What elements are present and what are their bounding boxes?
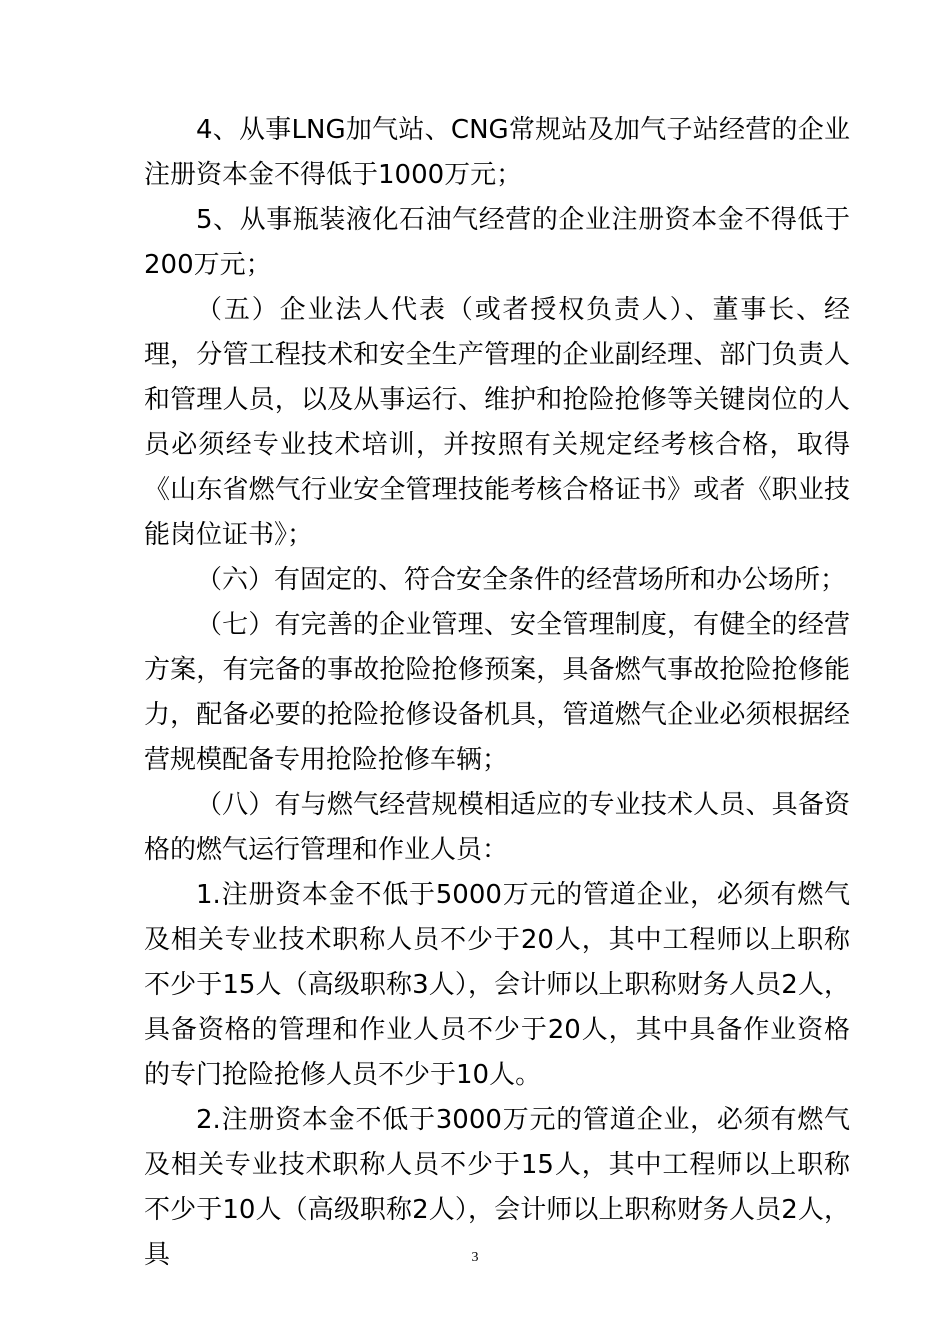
paragraph-clause-6-premises: （六）有固定的、符合安全条件的经营场所和办公场所；: [196, 565, 847, 595]
paragraph-clause-8-technical-staff: （八）有与燃气经营规模相适应的专业技术人员、具备资格的燃气运行管理和作业人员：: [144, 790, 850, 865]
document-body: [144, 108, 850, 1278]
paragraph-clause-7-management-systems: （七）有完善的企业管理、安全管理制度，有健全的经营方案，有完备的事故抢险抢修预案，具备燃气事故抢险抢修能力，配备必要的抢险抢修设备机具，管道燃气企业必须根据经营规模配备专用抢险抢修车辆；: [144, 610, 850, 775]
paragraph-sub-1-5000-capital: 1.注册资本金不低于5000万元的管道企业，必须有燃气及相关专业技术职称人员不少于20人，其中工程师以上职称不少于15人（高级职称3人），会计师以上职称财务人员2人，具备资格的管理和作业人员不少于20人，其中具备作业资格的专门抢险抢修人员不少于10人。: [144, 880, 850, 1090]
paragraph-item-4-lng-capital: 4、从事LNG加气站、CNG常规站及加气子站经营的企业注册资本金不得低于1000万元；: [144, 115, 850, 190]
paragraph-sub-2-3000-capital: 2.注册资本金不低于3000万元的管道企业，必须有燃气及相关专业技术职称人员不少于15人，其中工程师以上职称不少于10人（高级职称2人），会计师以上职称财务人员2人，具: [144, 1105, 850, 1270]
paragraph-item-5-lpg-capital: 5、从事瓶装液化石油气经营的企业注册资本金不得低于200万元；: [144, 205, 850, 280]
paragraph-clause-5-personnel-training: （五）企业法人代表（或者授权负责人）、董事长、经理，分管工程技术和安全生产管理的企业副经理、部门负责人和管理人员，以及从事运行、维护和抢险抢修等关键岗位的人员必须经专业技术培训，并按照有关规定经考核合格，取得《山东省燃气行业安全管理技能考核合格证书》或者《职业技能岗位证书》；: [144, 295, 850, 550]
page-number: 3: [471, 1250, 479, 1265]
